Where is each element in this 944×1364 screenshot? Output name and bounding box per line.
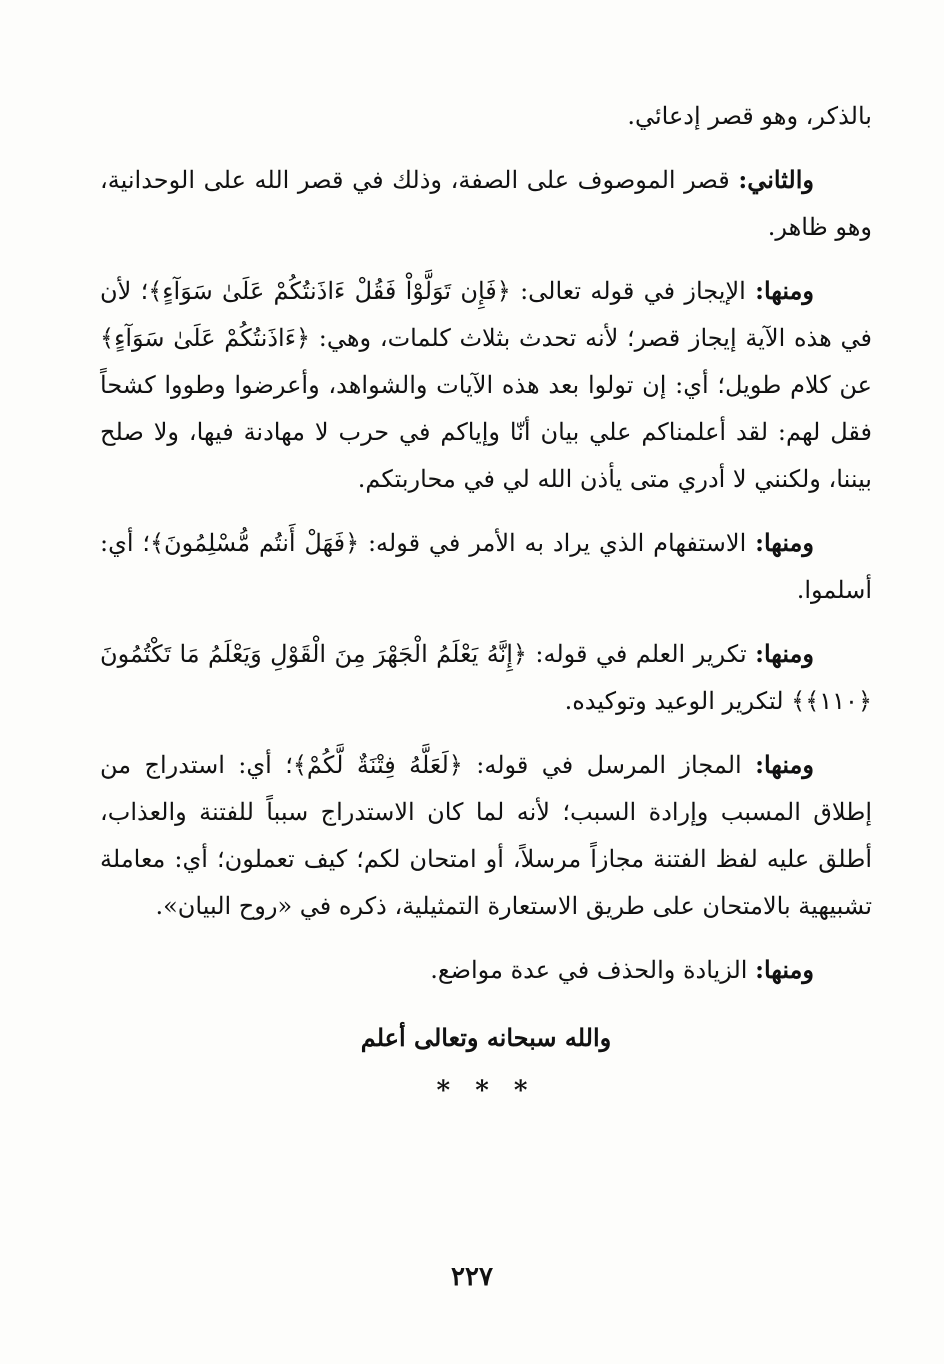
paragraph-text: الاستفهام الذي يراد به الأمر في قوله: ﴿فَهَلْ أَنتُم مُّسْلِمُونَ﴾؛ أي: أسلموا. — [100, 529, 872, 604]
paragraph-lead: ومنها: — [755, 955, 814, 984]
paragraph-5 — [100, 630, 872, 725]
paragraph-lead: والثاني: — [738, 165, 814, 194]
paragraph-text: بالذكر، وهو قصر إدعائي. — [627, 102, 872, 130]
page-number: ٢٢٧ — [451, 1262, 493, 1292]
paragraph-text: الزيادة والحذف في عدة مواضع. — [430, 956, 756, 984]
paragraph-7 — [100, 946, 872, 994]
paragraph-lead: ومنها: — [755, 639, 814, 668]
paragraph-text: تكرير العلم في قوله: ﴿إِنَّهُ يَعْلَمُ الْجَهْرَ مِنَ الْقَوْلِ وَيَعْلَمُ مَا تَكْتُمُونَ ﴿١١٠﴾﴾ لتكرير الوعيد وتوكيده. — [100, 640, 872, 715]
paragraph-text: الإيجاز في قوله تعالى: ﴿فَإِن تَوَلَّوْاْ فَقُلْ ءَاذَنتُكُمْ عَلَىٰ سَوَآءٍ﴾؛ لأن في هذه الآية إيجاز قصر؛ لأنه تحدث بثلاث كلمات، وهي: ﴿ءَاذَنتُكُمْ عَلَىٰ سَوَآءٍ﴾ عن كلام طويل؛ أي: إن تولوا بعد هذه الآيات والشواهد، وأعرضوا وطووا كشحاً فقل لهم: لقد أعلمناكم علي بيان أنّا وإياكم في حرب لا مهادنة فيها، ولا صلح بيننا، ولكنني لا أدري متى يأذن الله لي في محاربتكم. — [100, 277, 872, 493]
paragraph-2 — [100, 156, 872, 251]
paragraph-3 — [100, 267, 872, 503]
paragraph-text: المجاز المرسل في قوله: ﴿لَعَلَّهُ فِتْنَةٌ لَّكُمْ﴾؛ أي: استدراج من إطلاق المسبب وإرادة السبب؛ لأنه لما كان الاستدراج سبباً للفتنة والعذاب، أطلق عليه لفظ الفتنة مجازاً مرسلاً، أو امتحان لكم؛ كيف تعملون؛ أي: معاملة تشبيهية بالامتحان على طريق الاستعارة التمثيلية، ذكره في «روح البيان». — [100, 751, 872, 920]
paragraph-lead: ومنها: — [755, 276, 814, 305]
closing-phrase: والله سبحانه وتعالى أعلم — [360, 1023, 612, 1052]
section-separator: * * * — [436, 1076, 536, 1106]
paragraph-1 — [100, 92, 872, 140]
paragraph-6 — [100, 741, 872, 930]
page-body — [100, 92, 872, 1115]
paragraph-4 — [100, 519, 872, 614]
paragraph-text: قصر الموصوف على الصفة، وذلك في قصر الله على الوحدانية، وهو ظاهر. — [100, 166, 872, 241]
paragraph-lead: ومنها: — [755, 528, 814, 557]
paragraph-lead: ومنها: — [755, 750, 814, 779]
